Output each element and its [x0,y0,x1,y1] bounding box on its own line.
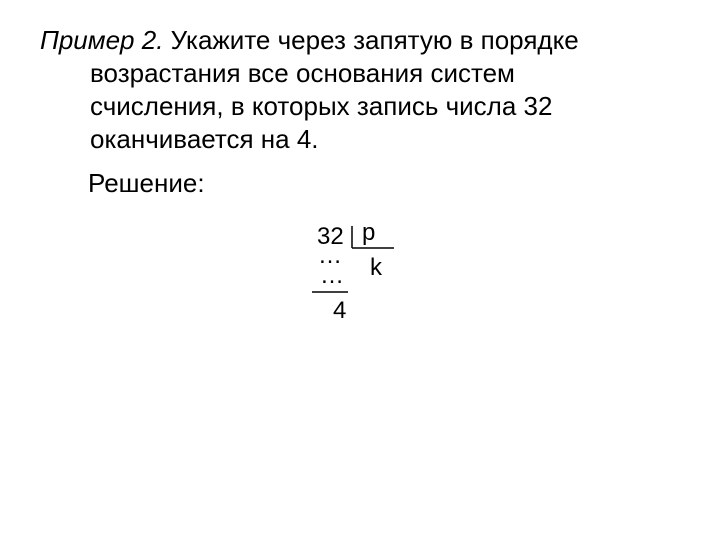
problem-line-1-text: Укажите через запятую в порядке [163,25,579,55]
division-diagram [300,214,410,324]
example-label: Пример 2. [40,25,164,55]
long-division [300,214,410,324]
quotient: k [370,254,382,281]
problem-statement [40,24,680,156]
problem-line-3: счисления, в которых запись числа 32 [90,91,553,121]
divisor: p [362,219,376,246]
problem-line-2: возрастания все основания систем [90,58,515,88]
problem-line-4: оканчивается на 4. [90,124,319,154]
problem-line-1 [40,24,680,57]
remainder: 4 [333,297,347,324]
solution-label: Решение: [88,168,205,198]
ellipsis-top: … [318,242,342,269]
dividend: 32 [317,223,344,250]
ellipsis-bottom: … [320,262,344,289]
